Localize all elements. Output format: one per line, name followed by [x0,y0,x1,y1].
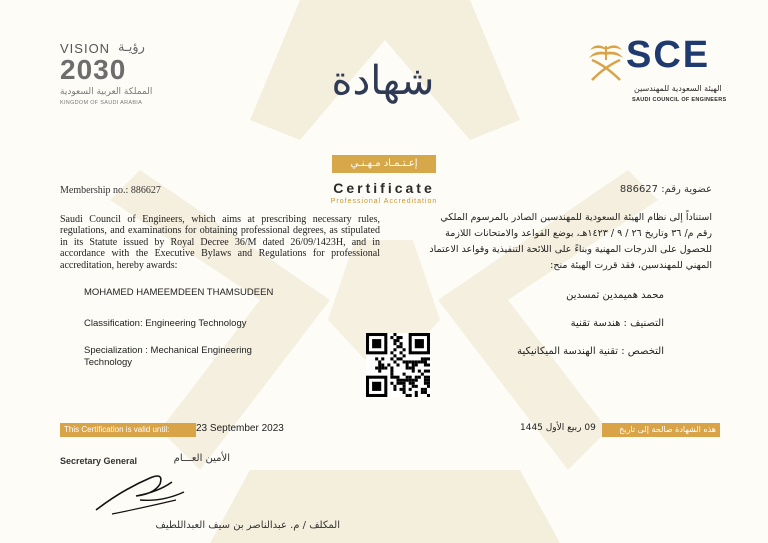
sce-letters: SCE [626,34,711,76]
palm-swords-icon [586,40,626,86]
vision-kingdom-english: KINGDOM OF SAUDI ARABIA [60,100,143,106]
secretary-general-english: Secretary General [60,456,138,466]
vision-word: VISION [60,41,111,56]
specialization-arabic: التخصص : تقنية الهندسة الميكانيكية [517,346,664,357]
signatory-name-arabic: المكلف / م. عبدالناصر بن سيف العبداللطيف [155,520,340,531]
sce-name-english: SAUDI COUNCIL OF ENGINEERS [632,97,727,103]
vision-arabic: رؤيـة [118,40,145,55]
qr-code[interactable] [366,333,430,397]
membership-number-ar: 886627 [619,184,659,195]
sce-name-arabic: الهيئة السعودية للمهندسين [634,84,722,93]
holder-name-arabic: محمد هميمدين ثمسدين [566,290,664,301]
vision-2030-logo [60,38,170,108]
classification-arabic: التصنيف : هندسة تقنية [570,318,664,329]
validity-date-arabic: 09 ربيع الأول 1445 [520,423,596,433]
validity-date-english: 23 September 2023 [196,423,284,434]
secretary-general-arabic: الأمين العـــام [173,453,230,464]
title-arabic: شهادة [331,58,435,104]
classification: Classification: Engineering Technology [84,318,247,329]
membership-label-ar: عضوية رقم: [661,184,712,195]
sce-logo [584,34,744,109]
holder-name: MOHAMED HAMEEMDEEN THAMSUDEEN [84,287,274,298]
validity-badge-arabic: هذه الشهادة صالحة إلى تاريخ [602,423,720,437]
membership-arabic [600,184,712,195]
english-paragraph: Saudi Council of Engineers, which aims at prescribing necessary rules, regulations, and examinations for obtaining professional degrees, as stipulated in its Statute issued by Royal Decree 36/M dated 26/09/1423H, and in accordance with the Executive Bylaws and Regulations for professional accreditation, hereby awards: [60,214,380,271]
vision-year: 2030 [60,54,127,85]
certificate-word: Certificate [333,180,435,196]
membership-english [60,185,161,196]
validity-badge-english: This Certification is valid until: [60,423,196,437]
accreditation-ribbon: إعـتـمـاد مـهـنـي [332,155,436,173]
signature-mark [92,470,188,516]
vision-kingdom-arabic: المملكة العربية السعودية [60,87,153,97]
professional-accreditation: Professional Accreditation [330,198,438,205]
membership-number: 886627 [130,185,161,196]
arabic-paragraph: استناداً إلى نظام الهيئة السعودية للمهندسين الصادر بالمرسوم الملكي رقم م/ ٣٦ وتاريخ ٢٦ / ٩ / ١٤٢٣هـ، بوضع القواعد والامتحانات اللازمة للحصول على الدرجات المهنية وبناءً على اللائحة التنفيذية وقواعد الاعتماد المهني للمهندسين، فقد قررت الهيئة منح: [429,212,712,271]
specialization: Specialization : Mechanical Engineering Technology [84,345,252,368]
membership-label: Membership no.: [60,185,129,196]
